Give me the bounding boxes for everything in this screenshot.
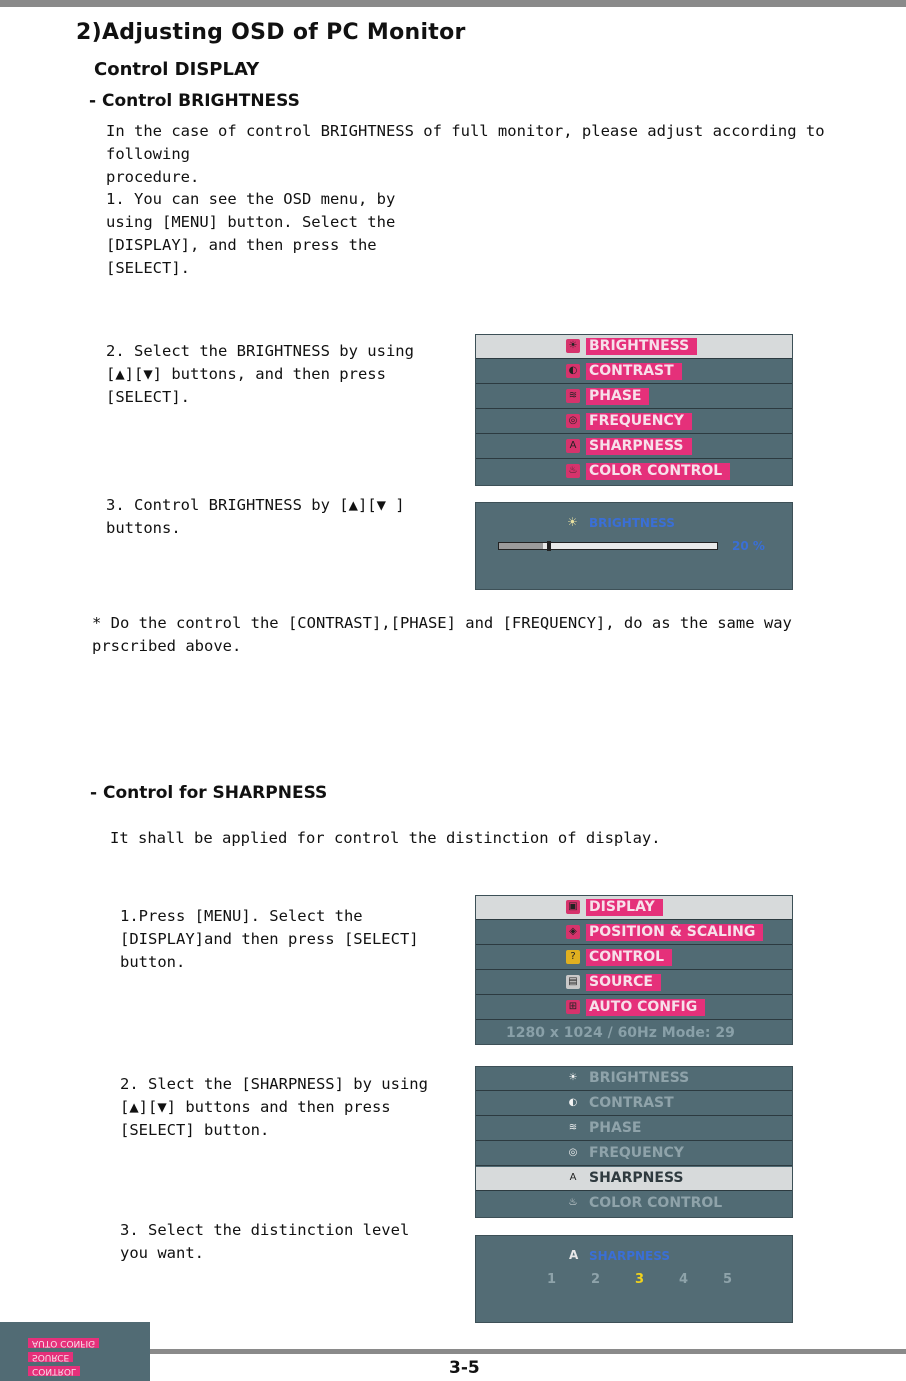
osd-item-source[interactable]	[476, 971, 792, 995]
section-title-sharpness: - Control for SHARPNESS	[90, 783, 328, 803]
top-rule	[0, 0, 906, 7]
brightness-step-2: 2. Select the BRIGHTNESS by using [▲][▼] buttons, and then press [SELECT].	[106, 342, 414, 406]
control-icon: ?	[566, 950, 580, 964]
contrast-icon: ◐	[568, 1097, 578, 1108]
sharpness-panel	[475, 1235, 793, 1323]
sharpness-level-1[interactable]: 1	[547, 1272, 557, 1287]
osd-item-brightness[interactable]	[476, 1067, 792, 1091]
sharpness-icon: A	[566, 439, 580, 453]
osd-item-label: PHASE	[589, 1120, 642, 1136]
thumb-label: AUTO CONFIG	[28, 1338, 99, 1348]
color-icon: ♨	[568, 1197, 578, 1208]
sharpness-icon: A	[569, 1248, 579, 1262]
osd-item-label: AUTO CONFIG	[586, 999, 705, 1016]
sharpness-level-5[interactable]: 5	[723, 1272, 733, 1287]
subheading: Control DISPLAY	[94, 59, 260, 80]
brightness-slider-fill	[499, 543, 543, 549]
thumb-label: SOURCE	[28, 1352, 73, 1362]
osd-item-color-control[interactable]	[476, 1192, 792, 1216]
brightness-value: 20 %	[732, 539, 765, 553]
sharpness-icon: A	[569, 1172, 577, 1183]
page-heading: 2)Adjusting OSD of PC Monitor	[76, 20, 466, 45]
sharpness-level-4[interactable]: 4	[679, 1272, 689, 1287]
footer-osd-thumbnail	[0, 1322, 150, 1381]
osd-item-frequency[interactable]	[476, 410, 792, 434]
frequency-icon: ◎	[568, 1147, 578, 1158]
osd-item-label: FREQUENCY	[586, 413, 692, 430]
osd-item-label: BRIGHTNESS	[586, 338, 697, 355]
brightness-slider-knob[interactable]	[547, 541, 551, 551]
auto-config-icon: ⊞	[566, 1000, 580, 1014]
brightness-step-1: 1. You can see the OSD menu, by using [MENU] button. Select the [DISPLAY], and then press the [SELECT].	[106, 190, 396, 277]
osd-item-label: PHASE	[586, 388, 649, 405]
sharpness-step-3: 3. Select the distinction level you want.	[120, 1221, 410, 1262]
sharpness-panel-title: SHARPNESS	[589, 1249, 670, 1263]
brightness-note: * Do the control the [CONTRAST],[PHASE] and [FREQUENCY], do as the same way prscribed above.	[92, 614, 792, 655]
display-icon: ▣	[566, 900, 580, 914]
color-icon: ♨	[566, 464, 580, 478]
osd-item-display[interactable]	[476, 896, 792, 920]
osd-item-frequency[interactable]	[476, 1142, 792, 1166]
sharpness-level-3-selected[interactable]: 3	[635, 1272, 645, 1287]
osd-item-label: CONTROL	[586, 949, 672, 966]
osd-item-label: SHARPNESS	[586, 438, 692, 455]
brightness-panel-title: BRIGHTNESS	[589, 516, 675, 530]
osd-display-menu	[475, 334, 793, 486]
osd-item-sharpness[interactable]	[476, 435, 792, 459]
sharpness-step-1: 1.Press [MENU]. Select the [DISPLAY]and then press [SELECT] button.	[120, 907, 419, 971]
osd-item-phase[interactable]	[476, 1117, 792, 1141]
bottom-rule	[150, 1349, 906, 1354]
osd-item-contrast[interactable]	[476, 1092, 792, 1116]
page-number: 3-5	[449, 1358, 480, 1378]
osd-item-label: COLOR CONTROL	[586, 463, 730, 480]
osd-item-position-scaling[interactable]	[476, 921, 792, 945]
sun-icon: ☀	[567, 515, 578, 529]
position-icon: ◈	[566, 925, 580, 939]
thumb-label: CONTROL	[28, 1366, 80, 1376]
osd-item-color-control[interactable]	[476, 460, 792, 484]
sun-icon: ☀	[566, 339, 580, 353]
sharpness-level-2[interactable]: 2	[591, 1272, 601, 1287]
sharpness-intro: It shall be applied for control the distinction of display.	[110, 829, 661, 847]
osd-item-label: POSITION & SCALING	[586, 924, 763, 941]
osd-item-label: CONTRAST	[589, 1095, 674, 1111]
osd-item-control[interactable]	[476, 946, 792, 970]
brightness-intro: In the case of control BRIGHTNESS of full monitor, please adjust according to following procedure.	[106, 122, 825, 186]
osd-display-menu-sharpness	[475, 1066, 793, 1218]
osd-status-line: 1280 x 1024 / 60Hz Mode: 29	[506, 1025, 735, 1041]
osd-main-menu	[475, 895, 793, 1045]
osd-item-label: SOURCE	[586, 974, 661, 991]
osd-item-label: SHARPNESS	[589, 1170, 684, 1186]
phase-icon: ≋	[568, 1122, 578, 1133]
osd-item-label: COLOR CONTROL	[589, 1195, 723, 1211]
frequency-icon: ◎	[566, 414, 580, 428]
sharpness-step-2: 2. Slect the [SHARPNESS] by using [▲][▼] buttons and then press [SELECT] button.	[120, 1075, 428, 1139]
brightness-slider[interactable]	[498, 542, 718, 550]
source-icon: ▤	[566, 975, 580, 989]
phase-icon: ≋	[566, 389, 580, 403]
sun-icon: ☀	[568, 1072, 578, 1083]
osd-item-contrast[interactable]	[476, 360, 792, 384]
osd-item-auto-config[interactable]	[476, 996, 792, 1020]
brightness-step-3: 3. Control BRIGHTNESS by [▲][▼ ] buttons.	[106, 496, 405, 537]
osd-item-brightness[interactable]	[476, 335, 792, 359]
osd-item-label: DISPLAY	[586, 899, 663, 916]
osd-item-label: CONTRAST	[586, 363, 682, 380]
osd-item-phase[interactable]	[476, 385, 792, 409]
osd-item-label: BRIGHTNESS	[589, 1070, 690, 1086]
section-title-brightness: - Control BRIGHTNESS	[89, 91, 300, 111]
osd-item-sharpness[interactable]	[476, 1167, 792, 1191]
brightness-panel	[475, 502, 793, 590]
contrast-icon: ◐	[566, 364, 580, 378]
osd-item-label: FREQUENCY	[589, 1145, 684, 1161]
